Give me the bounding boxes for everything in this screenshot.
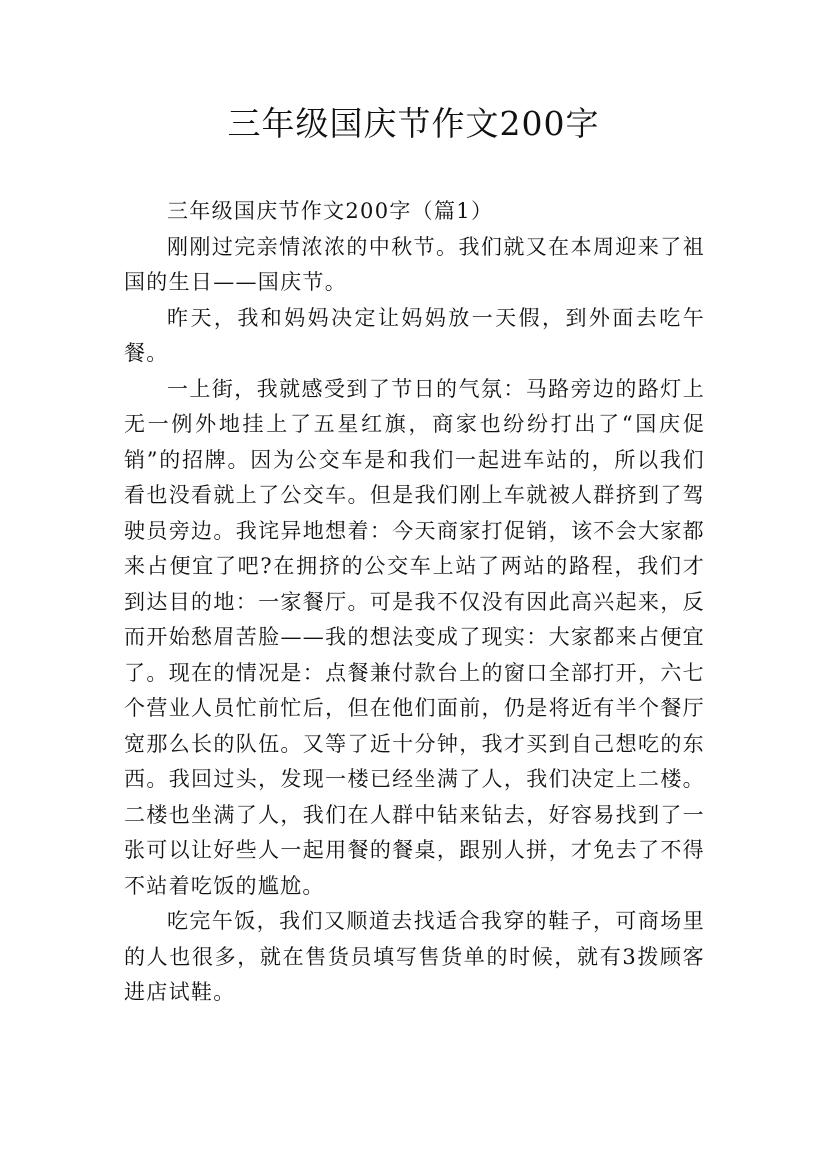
paragraph-3: 一上街，我就感受到了节日的气氛：马路旁边的路灯上无一例外地挂上了五星红旗，商家也纷纷打出了“国庆促销”的招牌。因为公交车是和我们一起进车站的，所以我们看也没看就上了公交车。但是我们刚上车就被人群挤到了驾驶员旁边。我诧异地想着：今天商家打促销，该不会大家都来占便宜了吧?在拥挤的公交车上站了两站的路程，我们才到达目的地：一家餐厅。可是我不仅没有因此高兴起来，反而开始愁眉苦脸——我的想法变成了现实：大家都来占便宜了。现在的情况是：点餐兼付款台上的窗口全部打开，六七个营业人员忙前忙后，但在他们面前，仍是将近有半个餐厅宽那么长的队伍。又等了近十分钟，我才买到自己想吃的东西。我回过头，发现一楼已经坐满了人，我们决定上二楼。二楼也坐满了人，我们在人群中钻来钻去，好容易找到了一张可以让好些人一起用餐的餐桌，跟别人拼，才免去了不得不站着吃饭的尴尬。 (124, 376, 705, 898)
section-heading: 三年级国庆节作文200字（篇1） (167, 199, 494, 223)
document-body (124, 194, 705, 1011)
paragraph-4: 吃完午饭，我们又顺道去找适合我穿的鞋子，可商场里的人也很多，就在售货员填写售货单的时候，就有3拨顾客进店试鞋。 (124, 909, 705, 1004)
paragraph-1: 刚刚过完亲情浓浓的中秋节。我们就又在本周迎来了祖国的生日——国庆节。 (124, 234, 705, 294)
document-title: 三年级国庆节作文200字 (227, 104, 600, 143)
paragraph-2: 昨天，我和妈妈决定让妈妈放一天假，到外面去吃午餐。 (124, 305, 705, 365)
